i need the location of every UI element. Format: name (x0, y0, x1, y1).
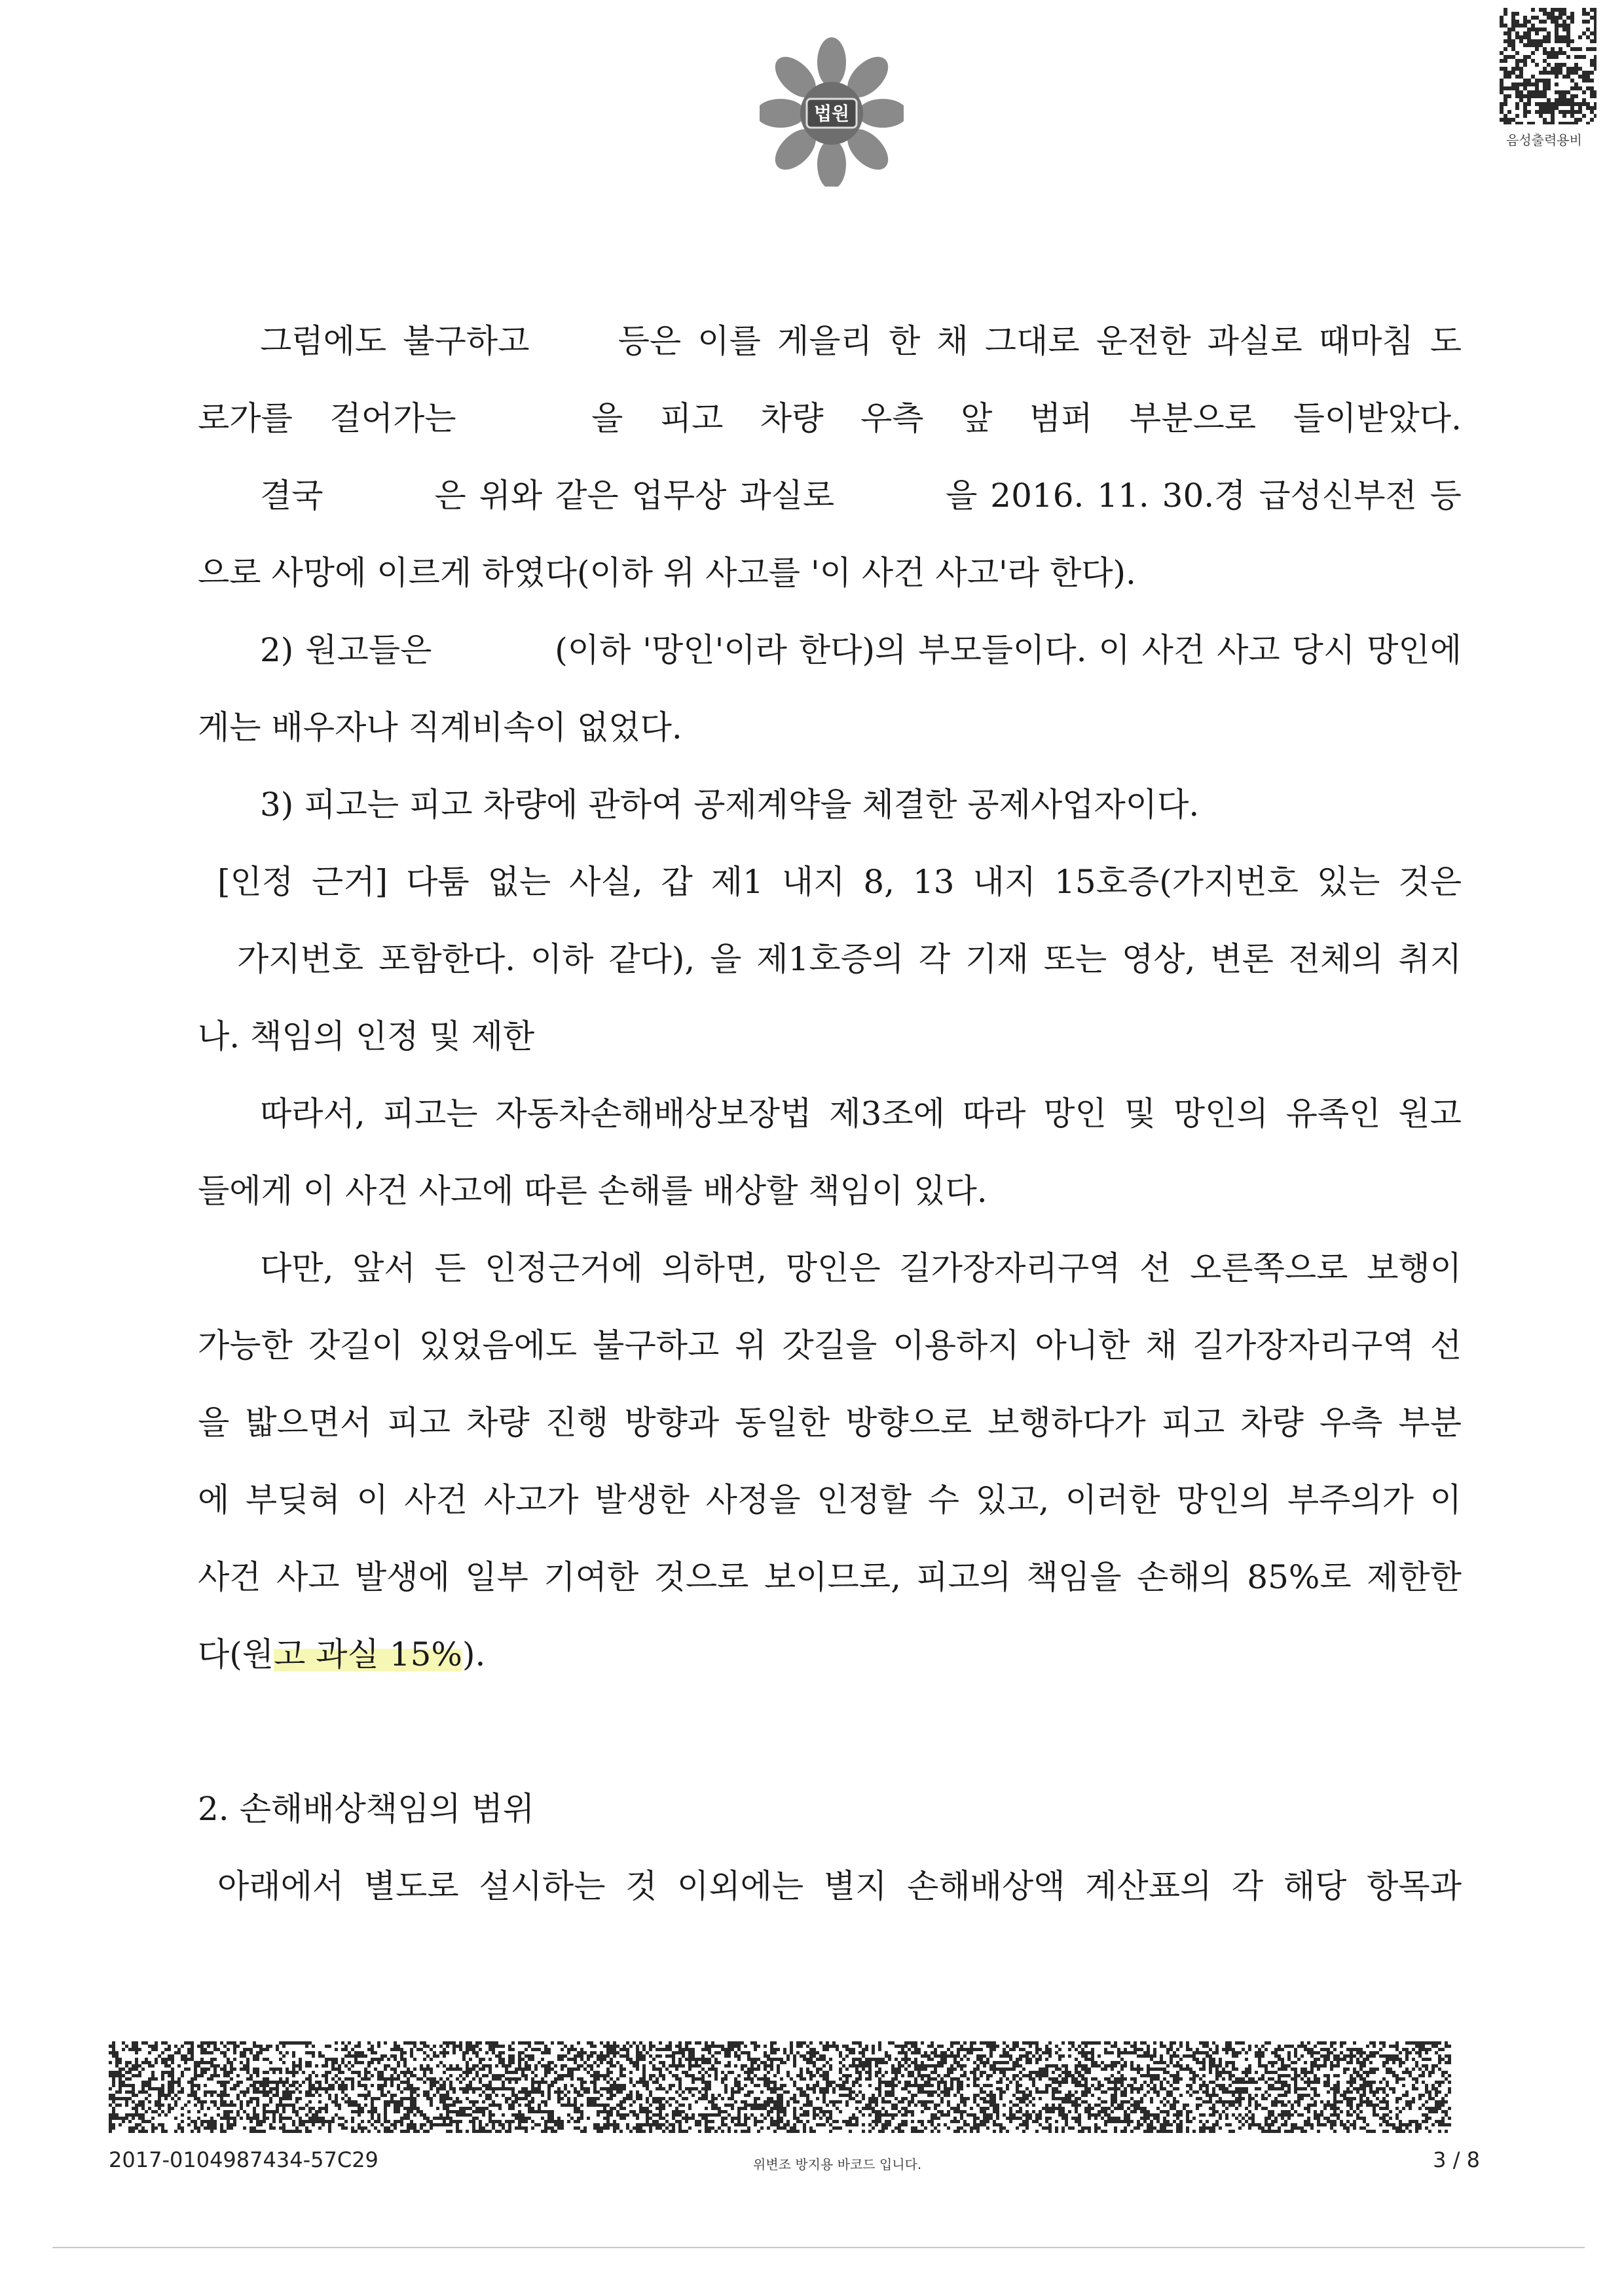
paragraph-line: 게는 배우자나 직계비속이 없었다. (198, 708, 682, 746)
barcode-note: 위변조 방지용 바코드 입니다. (753, 2157, 922, 2172)
qr-label: 음성출력용비 (1506, 132, 1582, 148)
paragraph-line: 2) 원고들은 (이하 '망인'이라 한다)의 부모들이다. 이 사건 사고 당시 망인에 (260, 631, 1462, 669)
paragraph-line: 로가를 걸어가는 을 피고 차량 우측 앞 범퍼 부분으로 들이받았다. (198, 399, 1462, 437)
anti-forgery-barcode-icon (109, 2041, 1451, 2133)
page-number: 3 / 8 (1433, 2147, 1480, 2172)
paragraph-line: [인정 근거] 다툼 없는 사실, 갑 제1 내지 8, 13 내지 15호증(가지번호 있는 것은 (217, 863, 1462, 901)
document-id: 2017-0104987434-57C29 (109, 2147, 378, 2172)
paragraph-line: 사건 사고 발생에 일부 기여한 것으로 보이므로, 피고의 책임을 손해의 85%로 제한한 (198, 1558, 1462, 1596)
paragraph-line: 에 부딪혀 이 사건 사고가 발생한 사정을 인정할 수 있고, 이러한 망인의 부주의가 이 (198, 1481, 1462, 1519)
paragraph-line: 그럼에도 불구하고 등은 이를 게을리 한 채 그대로 운전한 과실로 때마침 도 (260, 322, 1462, 360)
section-heading: 나. 책임의 인정 및 제한 (198, 1017, 535, 1055)
paragraph-line: 가능한 갓길이 있었음에도 불구하고 위 갓길을 이용하지 아니한 채 길가장자리구역 선 (198, 1326, 1462, 1364)
court-emblem-icon (760, 36, 904, 187)
paragraph-line: 가지번호 포함한다. 이하 같다), 을 제1호증의 각 기재 또는 영상, 변론 전체의 취지 (237, 940, 1462, 978)
paragraph-line: 을 밟으면서 피고 차량 진행 방향과 동일한 방향으로 보행하다가 피고 차량 우측 부분 (198, 1404, 1462, 1442)
paragraph-line: 들에게 이 사건 사고에 따른 손해를 배상할 책임이 있다. (198, 1172, 987, 1210)
paragraph-line: 다만, 앞서 든 인정근거에 의하면, 망인은 길가장자리구역 선 오른쪽으로 보행이 (260, 1249, 1462, 1287)
emblem-text: 법원 (813, 103, 850, 124)
paragraph-line: 아래에서 별도로 설시하는 것 이외에는 별지 손해배상액 계산표의 각 해당 항목과 (217, 1867, 1462, 1905)
document-body (198, 302, 1462, 1925)
paragraph-line: 3) 피고는 피고 차량에 관하여 공제계약을 체결한 공제사업자이다. (260, 786, 1200, 824)
section-heading: 2. 손해배상책임의 범위 (198, 1790, 535, 1828)
paragraph-line: 따라서, 피고는 자동차손해배상보장법 제3조에 따라 망인 및 망인의 유족인 원고 (260, 1095, 1462, 1133)
paragraph-line: 결국 은 위와 같은 업무상 과실로 을 2016. 11. 30.경 급성신부전 등 (260, 477, 1462, 515)
highlighted-text: 고 과실 15% (274, 1635, 462, 1673)
qr-code-icon (1500, 8, 1596, 124)
blank-line (198, 1693, 1462, 1770)
bottom-rule (52, 2247, 1585, 2248)
paragraph-line: 다(원고 과실 15%). (198, 1635, 486, 1673)
paragraph-line: 으로 사망에 이르게 하였다(이하 위 사고를 '이 사건 사고'라 한다). (198, 554, 1136, 592)
